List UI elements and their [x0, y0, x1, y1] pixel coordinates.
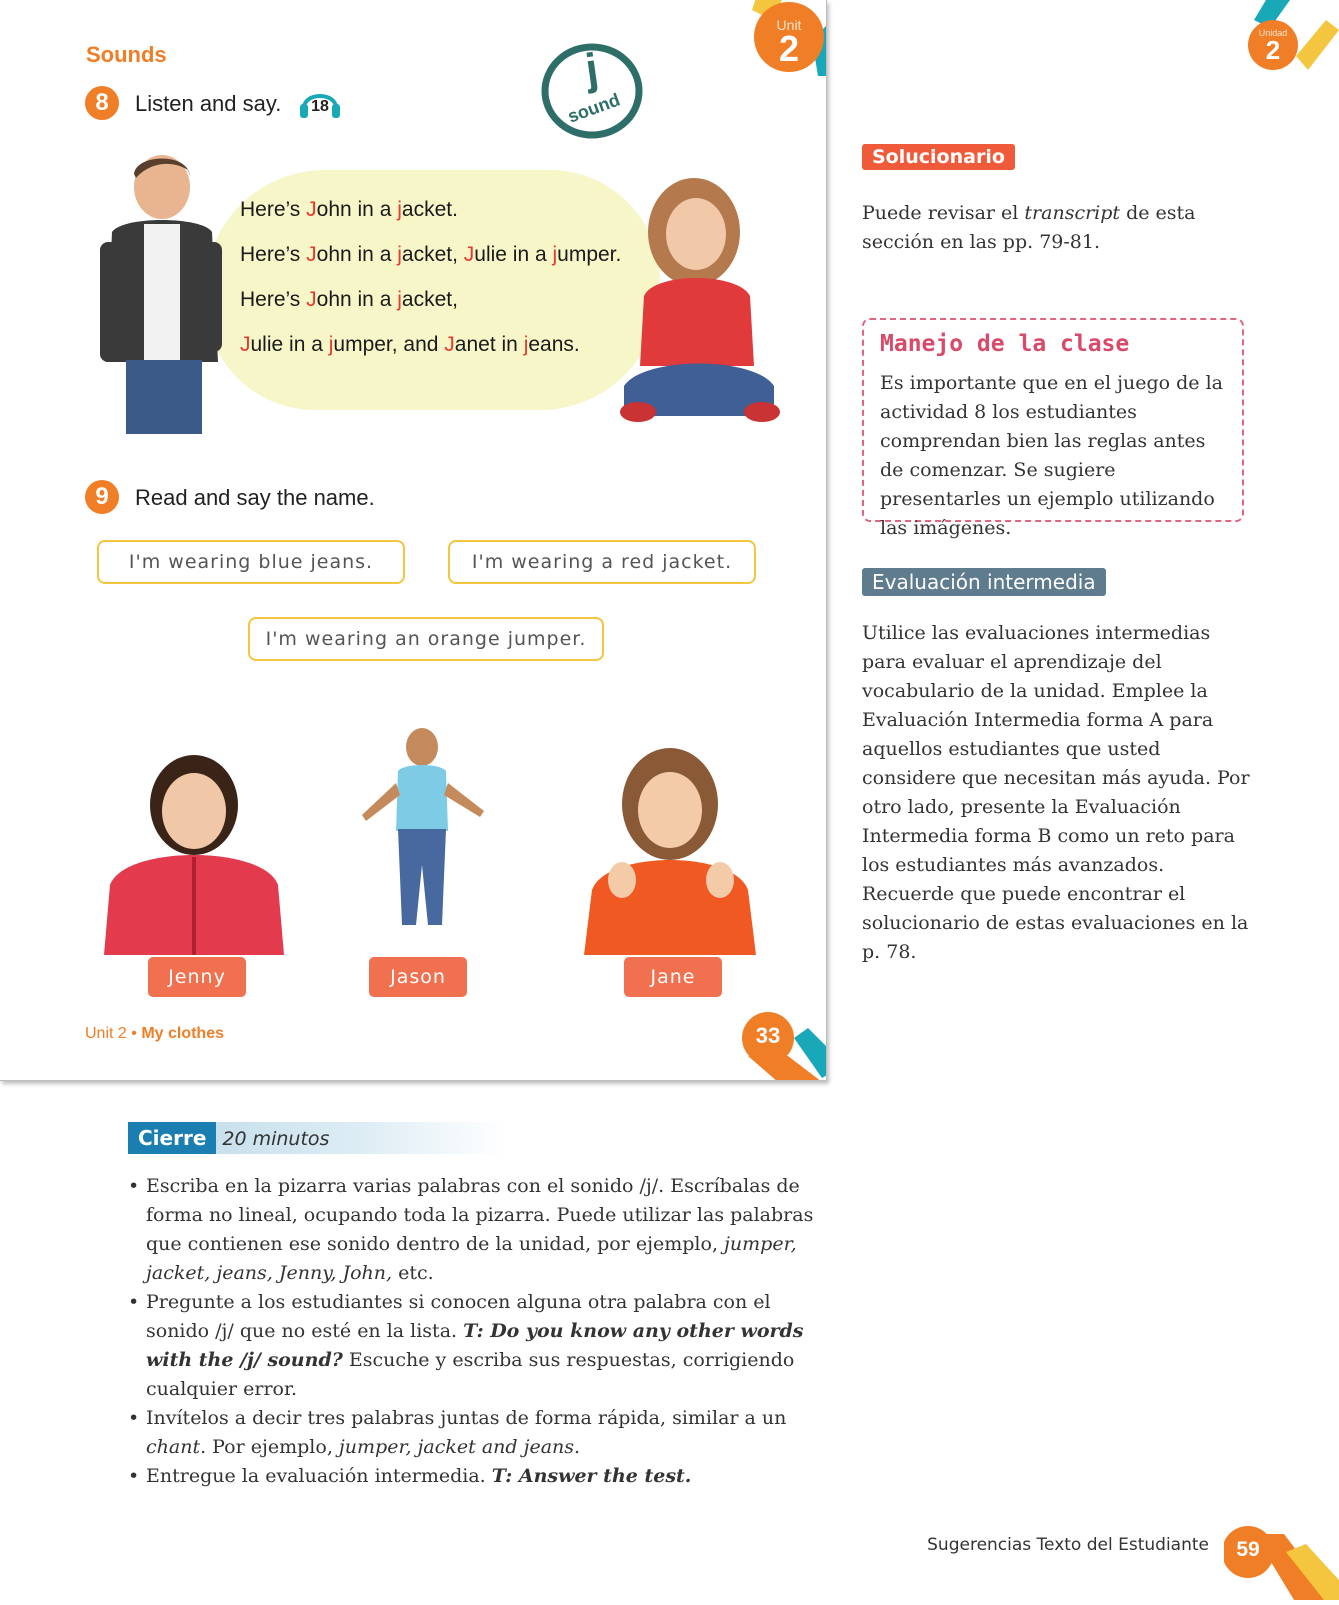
- body-text: Pregunte a los estudiantes si conocen alguna otra palabra con el sonido /j/ que no esté en la lista.: [146, 1291, 771, 1342]
- name-tag-jason: Jason: [369, 957, 467, 997]
- chant-text: anet in: [454, 333, 524, 356]
- highlight-letter: j: [397, 288, 402, 311]
- boy-photo: [92, 152, 227, 434]
- highlight-letter: J: [306, 243, 317, 266]
- teacher-prompt: T: Do you know any other words with the /j/ sound?: [146, 1320, 804, 1371]
- cierre-bullet-2: [128, 1288, 828, 1404]
- jenny-photo: [94, 745, 294, 955]
- page-footer-unit: [85, 1025, 224, 1043]
- footer-unit-title: My clothes: [141, 1025, 224, 1042]
- chant-text: ohn in a: [316, 198, 398, 221]
- italic-text: transcript: [1024, 202, 1121, 224]
- unidad-label: Unidad: [1258, 28, 1288, 38]
- chant-text: umper, and: [333, 333, 445, 356]
- unidad-circle: [1248, 20, 1298, 70]
- chant-text: ohn in a: [316, 288, 398, 311]
- chant-text: umper.: [557, 243, 622, 266]
- cierre-bullet-1: [128, 1172, 828, 1288]
- italic-text: jumper, jacket and jeans.: [338, 1436, 581, 1458]
- jason-photo: [352, 725, 492, 950]
- chant-text: ohn in a: [316, 243, 398, 266]
- body-text: Escuche y escriba sus respuestas, corrigiendo cualquier error.: [146, 1349, 795, 1400]
- evaluacion-label: Evaluación intermedia: [862, 568, 1106, 596]
- unit-number: 2: [778, 28, 800, 69]
- unidad-tab: [1246, 0, 1339, 80]
- chant-text: Here’s: [240, 198, 307, 221]
- unidad-number: 2: [1265, 35, 1281, 65]
- girl-sitting-photo: [614, 176, 786, 446]
- body-text: Escriba en la pizarra varias palabras con el sonido /j/. Escríbalas de forma no lineal, ocupando toda la pizarra. Puede utilizar las palabras que contienen ese sonido dentro de la unidad, por ejemplo,: [146, 1175, 814, 1255]
- italic-text: chant.: [146, 1436, 207, 1458]
- student-page-number-tab: [742, 1012, 827, 1081]
- chant-line-1: [240, 198, 458, 222]
- footer-unit-label: Unit 2: [85, 1025, 127, 1042]
- highlight-letter: J: [444, 333, 455, 356]
- body-text: Puede revisar el: [862, 202, 1025, 224]
- activity-title-8: Listen and say.: [135, 91, 282, 116]
- activity-title-9: Read and say the name.: [135, 485, 375, 510]
- solucionario-label: Solucionario: [862, 144, 1015, 170]
- chant-line-4: [240, 333, 580, 357]
- cierre-time: 20 minutos: [222, 1128, 330, 1150]
- track-number: 18: [311, 98, 329, 115]
- student-book-page: [0, 0, 827, 1081]
- cierre-bullet-3: [128, 1404, 828, 1462]
- chant-text: acket.: [401, 198, 458, 221]
- chant-text: ulie in a: [474, 243, 553, 266]
- body-text: Por ejemplo,: [206, 1436, 339, 1458]
- guide-page-tab-shape: [1224, 1524, 1339, 1600]
- highlight-letter: j: [397, 198, 402, 221]
- unit-circle: [754, 2, 824, 72]
- chant-text: ulie in a: [250, 333, 329, 356]
- audio-track-icon[interactable]: [298, 86, 342, 120]
- solucionario-section: [862, 146, 1015, 168]
- highlight-letter: J: [306, 288, 317, 311]
- body-text: de esta sección en las pp. 79-81.: [862, 202, 1196, 253]
- section-label: Sounds: [86, 42, 167, 67]
- chant-line-3: [240, 288, 458, 312]
- guide-page-number: 59: [1236, 1538, 1260, 1561]
- highlight-letter: j: [397, 243, 402, 266]
- stamp-word: sound: [565, 89, 623, 127]
- solucionario-text: [862, 199, 1252, 257]
- chant-text: Here’s: [240, 288, 307, 311]
- chant-line-2: [240, 243, 621, 267]
- cierre-header: [128, 1122, 508, 1154]
- cierre-label: Cierre: [128, 1122, 216, 1154]
- j-sound-stamp: [540, 42, 644, 140]
- unit-tab: [752, 0, 827, 76]
- chant-text: eans.: [528, 333, 580, 356]
- footer-bullet: •: [131, 1025, 137, 1042]
- highlight-letter: j: [552, 243, 558, 266]
- guide-footer-text: Sugerencias Texto del Estudiante: [927, 1535, 1209, 1555]
- manejo-text: Es importante que en el juego de la actividad 8 los estudiantes comprendan bien las reglas antes de comenzar. Se sugiere presentarles un ejemplo utilizando las imágenes.: [880, 372, 1223, 539]
- cierre-bullets: [128, 1172, 828, 1491]
- student-page-number: 33: [755, 1023, 781, 1048]
- unit-label: Unit: [776, 17, 802, 33]
- name-tag-jenny: Jenny: [148, 957, 246, 997]
- body-text: Invítelos a decir tres palabras juntas de forma rápida, similar a un: [146, 1407, 787, 1429]
- teacher-prompt: T: Answer the test.: [491, 1465, 692, 1487]
- activity-number-8: 8: [85, 86, 119, 120]
- highlight-letter: j: [328, 333, 334, 356]
- highlight-letter: J: [306, 198, 317, 221]
- speech-box-orange-jumper: I'm wearing an orange jumper.: [248, 617, 604, 661]
- guide-page-number-tab: [1224, 1524, 1339, 1600]
- manejo-title: Manejo de la clase: [880, 331, 1130, 357]
- stamp-letter: j: [582, 44, 602, 95]
- speech-box-blue-jeans: I'm wearing blue jeans.: [97, 540, 405, 584]
- jane-photo: [570, 740, 770, 955]
- highlight-letter: J: [240, 333, 251, 356]
- activity-number-9: 9: [85, 480, 119, 514]
- chant-text: Here’s: [240, 243, 307, 266]
- highlight-letter: J: [463, 243, 475, 266]
- highlight-letter: j: [523, 333, 529, 356]
- chant-text: acket,: [401, 243, 464, 266]
- name-tag-jane: Jane: [624, 957, 722, 997]
- evaluacion-text: Utilice las evaluaciones intermedias para evaluar el aprendizaje del vocabulario de la unidad. Emplee la Evaluación Intermedia forma A para aquellos estudiantes que usted considere que necesitan más ayuda. Por otro lado, presente la Evaluación Intermedia forma B como un reto para los estudiantes más avanzados. Recuerde que puede encontrar el solucionario de estas evaluaciones en la p. 78.: [862, 622, 1250, 963]
- cierre-bullet-4: [128, 1462, 828, 1491]
- evaluacion-section: [862, 570, 1106, 594]
- chant-text: acket,: [401, 288, 458, 311]
- body-text: Entregue la evaluación intermedia.: [146, 1465, 492, 1487]
- speech-box-red-jacket: I'm wearing a red jacket.: [448, 540, 756, 584]
- italic-text: jumper, jacket, jeans, Jenny, John,: [146, 1233, 797, 1284]
- body-text: etc.: [392, 1262, 434, 1284]
